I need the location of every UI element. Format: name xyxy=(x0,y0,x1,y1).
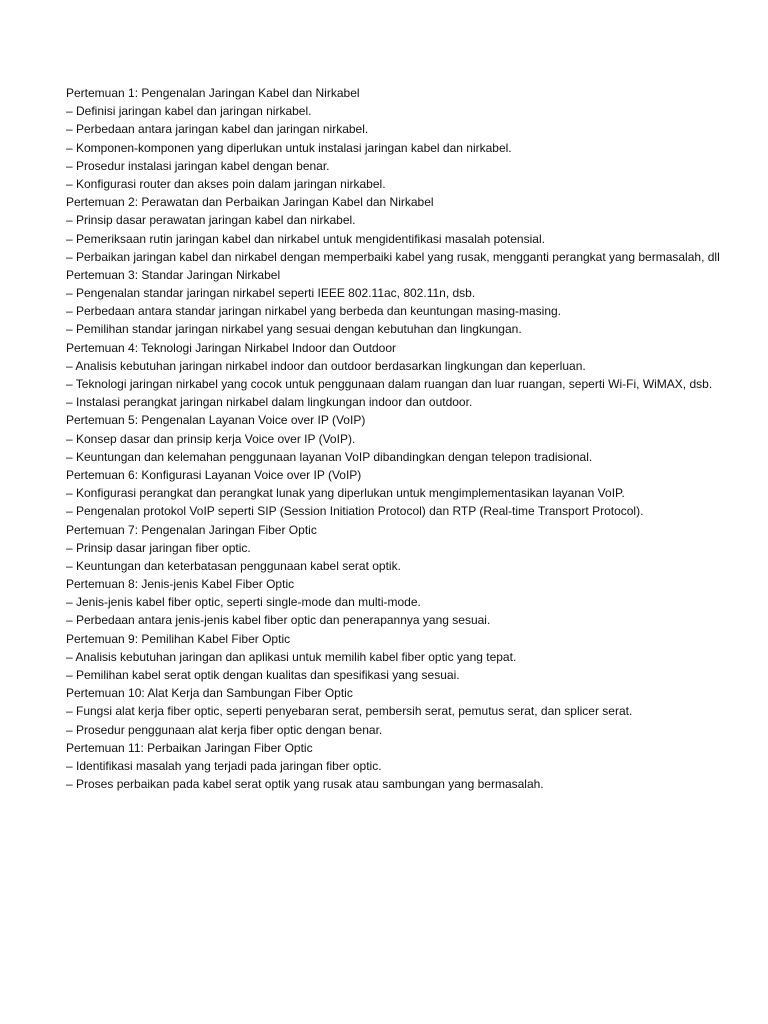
section-heading: Pertemuan 8: Jenis-jenis Kabel Fiber Optic xyxy=(66,577,295,592)
section-heading: Pertemuan 5: Pengenalan Layanan Voice over IP (VoIP) xyxy=(66,413,366,428)
list-item: – Pengenalan protokol VoIP seperti SIP (Session Initiation Protocol) dan RTP (Real-time Transport Protocol). xyxy=(66,504,644,519)
section-heading: Pertemuan 9: Pemilihan Kabel Fiber Optic xyxy=(66,631,291,646)
list-item: – Komponen-komponen yang diperlukan untuk instalasi jaringan kabel dan nirkabel. xyxy=(66,140,512,155)
list-item: – Prinsip dasar jaringan fiber optic. xyxy=(66,540,251,555)
list-item: – Identifikasi masalah yang terjadi pada jaringan fiber optic. xyxy=(66,758,382,773)
section-heading: Pertemuan 4: Teknologi Jaringan Nirkabel Indoor dan Outdoor xyxy=(66,340,396,355)
list-item: – Perbedaan antara jaringan kabel dan jaringan nirkabel. xyxy=(66,122,369,137)
list-item: – Konfigurasi perangkat dan perangkat lunak yang diperlukan untuk mengimplementasikan layanan VoIP. xyxy=(66,486,625,501)
section-heading: Pertemuan 3: Standar Jaringan Nirkabel xyxy=(66,267,281,282)
document-body xyxy=(66,84,768,793)
list-item: – Jenis-jenis kabel fiber optic, seperti single-mode dan multi-mode. xyxy=(66,595,421,610)
list-item: – Pengenalan standar jaringan nirkabel seperti IEEE 802.11ac, 802.11n, dsb. xyxy=(66,286,476,301)
list-item: – Pemilihan kabel serat optik dengan kualitas dan spesifikasi yang sesuai. xyxy=(66,668,460,682)
section-heading: Pertemuan 10: Alat Kerja dan Sambungan Fiber Optic xyxy=(66,686,353,701)
list-item: – Konsep dasar dan prinsip kerja Voice over IP (VoIP). xyxy=(66,431,356,446)
list-item: – Teknologi jaringan nirkabel yang cocok untuk penggunaan dalam ruangan dan luar ruangan, seperti Wi-Fi, WiMAX, dsb. xyxy=(66,377,713,391)
section-heading: Pertemuan 7: Pengenalan Jaringan Fiber Optic xyxy=(66,522,317,537)
list-item: – Analisis kebutuhan jaringan nirkabel indoor dan outdoor berdasarkan lingkungan dan keperluan. xyxy=(66,358,586,373)
list-item: – Pemilihan standar jaringan nirkabel yang sesuai dengan kebutuhan dan lingkungan. xyxy=(66,322,522,337)
section-heading: Pertemuan 1: Pengenalan Jaringan Kabel dan Nirkabel xyxy=(66,86,360,100)
list-item: – Perbedaan antara standar jaringan nirkabel yang berbeda dan keuntungan masing-masing. xyxy=(66,304,562,319)
list-item: – Definisi jaringan kabel dan jaringan nirkabel. xyxy=(66,104,312,119)
list-item: – Proses perbaikan pada kabel serat optik yang rusak atau sambungan yang bermasalah. xyxy=(66,777,544,792)
list-item: – Instalasi perangkat jaringan nirkabel dalam lingkungan indoor dan outdoor. xyxy=(66,395,473,410)
list-item: – Konfigurasi router dan akses poin dalam jaringan nirkabel. xyxy=(66,176,386,191)
section-heading: Pertemuan 2: Perawatan dan Perbaikan Jaringan Kabel dan Nirkabel xyxy=(66,195,434,210)
section-heading: Pertemuan 6: Konfigurasi Layanan Voice over IP (VoIP) xyxy=(66,467,362,482)
list-item: – Perbaikan jaringan kabel dan nirkabel dengan memperbaiki kabel yang rusak, mengganti perangkat yang bermasalah, dll xyxy=(66,249,720,264)
list-item: – Analisis kebutuhan jaringan dan aplikasi untuk memilih kabel fiber optic yang tepat. xyxy=(66,649,517,664)
list-item: – Fungsi alat kerja fiber optic, seperti penyebaran serat, pembersih serat, pemutus serat, dan splicer serat. xyxy=(66,704,633,719)
list-item: – Prosedur instalasi jaringan kabel dengan benar. xyxy=(66,158,330,173)
list-item: – Keuntungan dan keterbatasan penggunaan kabel serat optik. xyxy=(66,558,401,573)
list-item: – Perbedaan antara jenis-jenis kabel fiber optic dan penerapannya yang sesuai. xyxy=(66,613,491,628)
section-heading: Pertemuan 11: Perbaikan Jaringan Fiber Optic xyxy=(66,740,313,755)
list-item: – Pemeriksaan rutin jaringan kabel dan nirkabel untuk mengidentifikasi masalah potensial. xyxy=(66,231,545,246)
list-item: – Prosedur penggunaan alat kerja fiber optic dengan benar. xyxy=(66,722,383,737)
list-item: – Keuntungan dan kelemahan penggunaan layanan VoIP dibandingkan dengan telepon tradisional. xyxy=(66,449,593,464)
list-item: – Prinsip dasar perawatan jaringan kabel dan nirkabel. xyxy=(66,213,356,228)
